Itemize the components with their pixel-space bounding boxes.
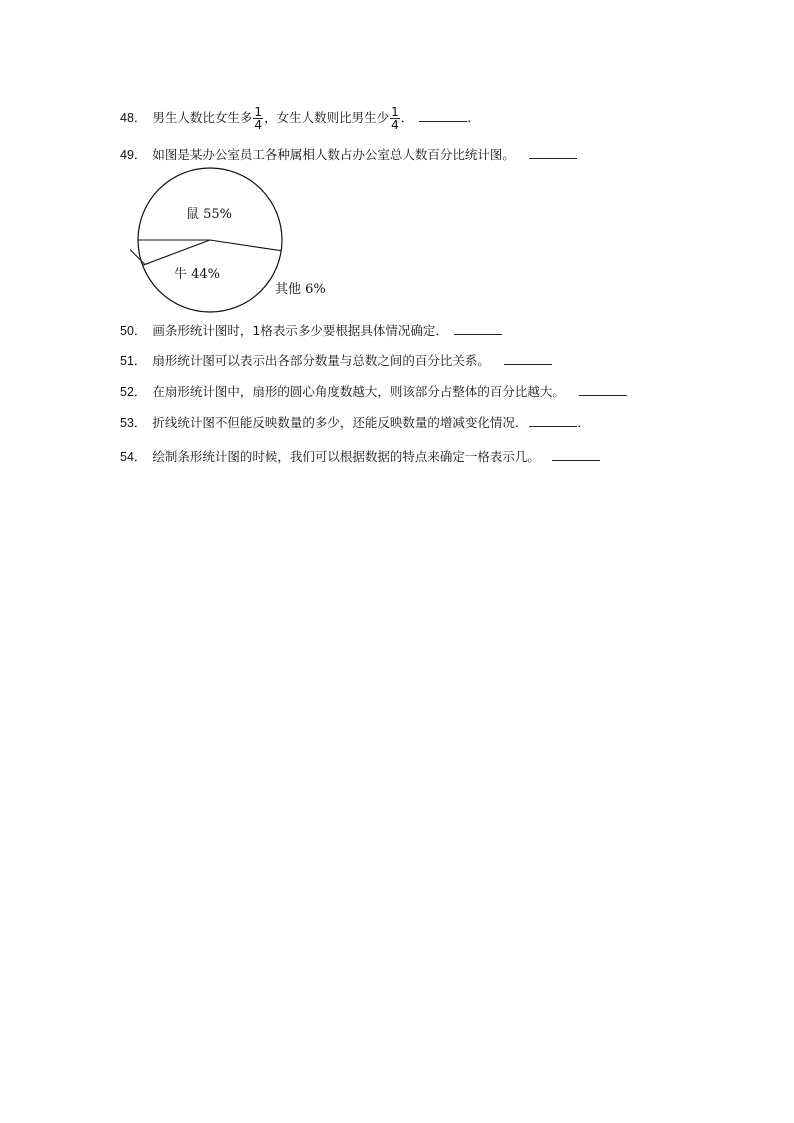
question-number: 48．	[120, 111, 147, 125]
fraction-denominator: 4	[254, 118, 263, 132]
question-number: 54．	[120, 450, 147, 464]
pie-leader-line	[130, 248, 145, 264]
question-53	[120, 413, 590, 433]
fraction-denominator: 4	[391, 118, 399, 132]
question-number: 50．	[120, 324, 147, 338]
answer-blank[interactable]	[579, 382, 627, 396]
pie-slice-label: 其他 6%	[275, 282, 326, 297]
answer-blank[interactable]	[504, 351, 552, 365]
question-51	[120, 351, 552, 371]
question-punct: ．	[577, 415, 590, 430]
pie-slice-label: 鼠 55%	[186, 207, 233, 222]
pie-chart-group	[130, 168, 326, 312]
pie-slice-boundary	[143, 240, 210, 265]
question-number: 49．	[120, 148, 147, 162]
question-52	[120, 382, 627, 402]
fraction	[253, 106, 263, 131]
question-number: 53．	[120, 416, 147, 430]
question-text: 男生人数比女生多	[152, 110, 253, 125]
question-text: 扇形统计图可以表示出各部分数量与总数之间的百分比关系。	[152, 353, 490, 368]
question-54	[120, 447, 600, 467]
pie-slice-boundary	[210, 240, 281, 251]
fraction-numerator: 1	[391, 105, 399, 119]
question-text: 折线统计图不但能反映数量的多少，还能反映数量的增减变化情况．	[152, 415, 528, 430]
fraction	[390, 106, 400, 131]
question-text: 如图是某办公室员工各种属相人数占办公室总人数百分比统计图。	[152, 147, 515, 162]
pie-chart	[130, 160, 340, 320]
question-50	[120, 321, 502, 341]
answer-blank[interactable]	[419, 108, 467, 122]
answer-blank[interactable]	[529, 145, 577, 159]
fraction-numerator: 1	[254, 105, 263, 119]
question-punct: ．	[400, 110, 414, 125]
question-text: 在扇形统计图中，扇形的圆心角度数越大，则该部分占整体的百分比越大。	[152, 384, 565, 399]
question-punct: ．	[467, 110, 480, 125]
question-text: 绘制条形统计图的时候，我们可以根据数据的特点来确定一格表示几。	[152, 449, 540, 464]
question-text: 画条形统计图时，1格表示多少要根据具体情况确定．	[152, 323, 448, 338]
question-text: ，女生人数则比男生少	[264, 110, 390, 125]
question-number: 51．	[120, 354, 147, 368]
pie-slice-label: 牛 44%	[174, 267, 221, 282]
answer-blank[interactable]	[454, 321, 502, 335]
answer-blank[interactable]	[552, 447, 600, 461]
answer-blank[interactable]	[529, 413, 577, 427]
question-48	[120, 106, 480, 131]
question-number: 52．	[120, 385, 147, 399]
